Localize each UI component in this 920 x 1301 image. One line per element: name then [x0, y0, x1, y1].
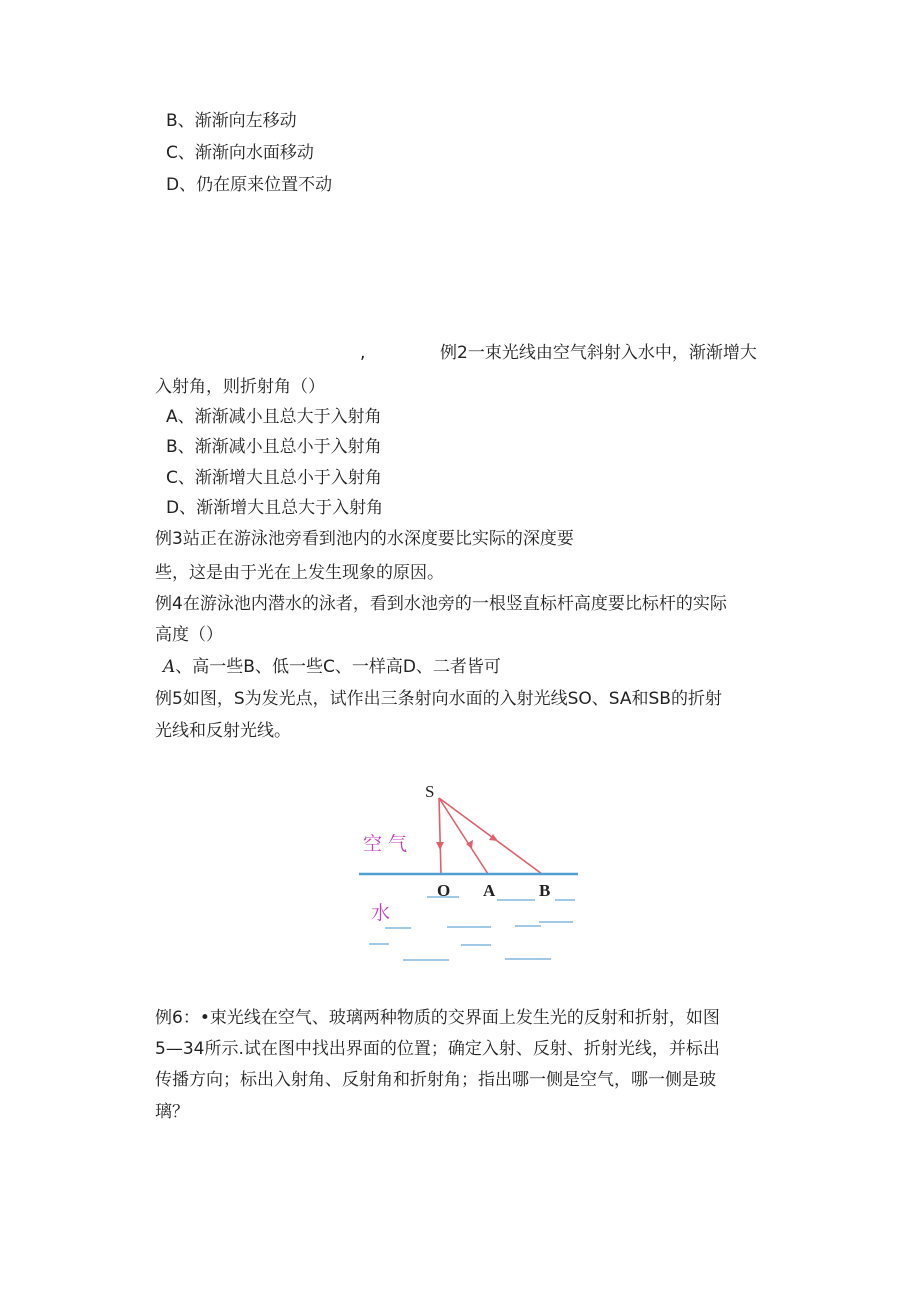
label-s: S [425, 782, 435, 801]
ex6-question-line-2: 5—34所示.试在图中找出界面的位置；确定入射、反射、折射光线，并标出 [155, 1039, 720, 1059]
refraction-figure [355, 772, 580, 967]
ex6-question-line-4: 璃？ [155, 1102, 189, 1122]
arrow-so [436, 842, 444, 850]
q1-option-b: B、渐渐向左移动 [166, 111, 297, 131]
ex6-question-line-3: 传播方向；标出入射角、反射角和折射角；指出哪一侧是空气，哪一侧是玻 [155, 1070, 716, 1090]
ex4-options-rest: 、高一些B、低一些C、一样高D、二者皆可 [175, 657, 501, 677]
ray-so [439, 798, 441, 874]
label-o: O [437, 881, 451, 900]
ex3-question-line-2: 些，这是由于光在上发生现象的原因。 [155, 563, 444, 583]
ex4-question-line-2: 高度（） [155, 625, 223, 645]
ray-sa [439, 798, 488, 874]
label-b: B [539, 881, 551, 900]
ex4-question-line-1: 例4在游泳池内潜水的泳者，看到水池旁的一根竖直标杆高度要比标杆的实际 [155, 594, 727, 614]
ex2-option-c: C、渐渐增大且总小于入射角 [166, 468, 382, 488]
label-a: A [483, 881, 496, 900]
ex2-option-b: B、渐渐减小且总小于入射角 [166, 437, 382, 457]
stray-comma: , [360, 343, 366, 363]
ex2-question-line-1: 例2一束光线由空气斜射入水中，渐渐增大 [440, 343, 757, 363]
ex5-question-line-1: 例5如图，S为发光点，试作出三条射向水面的入射光线SO、SA和SB的折射 [155, 689, 722, 709]
label-air: 空 气 [363, 833, 408, 855]
ex4-option-a-letter: A [163, 657, 176, 677]
ex2-option-d: D、渐渐增大且总大于入射角 [166, 498, 384, 518]
label-water: 水 [371, 902, 391, 924]
ex4-options [163, 656, 501, 678]
ex6-question-line-1: 例6：•束光线在空气、玻璃两种物质的交界面上发生光的反射和折射，如图 [155, 1008, 720, 1028]
water-ripples [369, 897, 575, 960]
ex3-question-line-1: 例3站正在游泳池旁看到池内的水深度要比实际的深度要 [155, 529, 574, 549]
ex2-option-a: A、渐渐减小且总大于入射角 [166, 407, 382, 427]
ray-sb [439, 798, 542, 874]
q1-option-d: D、仍在原来位置不动 [166, 175, 333, 195]
q1-option-c: C、渐渐向水面移动 [166, 143, 314, 163]
ex5-question-line-2: 光线和反射光线。 [155, 721, 291, 741]
ex2-question-line-2: 入射角，则折射角（） [155, 377, 325, 397]
